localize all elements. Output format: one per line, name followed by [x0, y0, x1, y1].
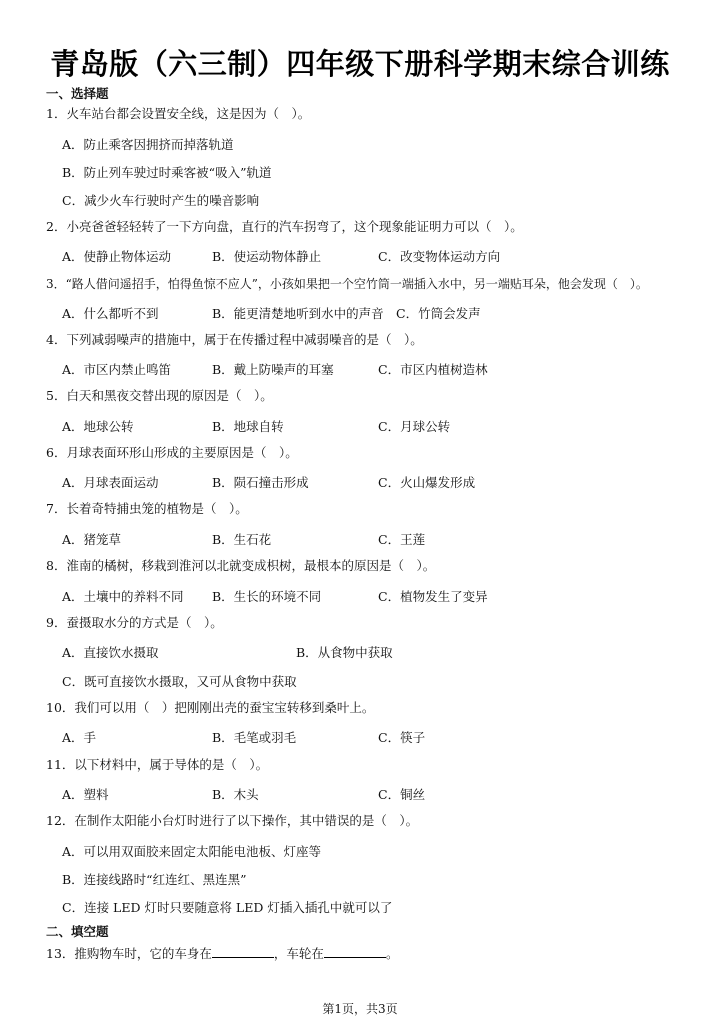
question-2-option-a: A．使静止物体运动 [62, 249, 172, 264]
page-title: 青岛版（六三制）四年级下册科学期末综合训练 [50, 47, 670, 81]
question-13-text-2: ，车轮在 [273, 946, 324, 961]
question-9-option-a: A．直接饮水摄取 [62, 645, 159, 660]
question-9-option-c: C．既可直接饮水摄取，又可从食物中获取 [62, 674, 297, 689]
question-7-stem: 7．长着奇特捕虫笼的植物是（ ）。 [46, 501, 248, 516]
page-footer: 第1页，共3页 [322, 1002, 398, 1016]
question-12-option-b: B．连接线路时“红连红、黑连黑” [62, 872, 247, 887]
question-13-text-1: 13．推购物车时，它的车身在 [46, 946, 212, 961]
question-3-stem: 3．“路人借问遥招手，怕得鱼惊不应人”，小孩如果把一个空竹筒一端插入水中，另一端贴耳朵，他会发现（ ）。 [46, 277, 648, 291]
section-heading-choice: 一、选择题 [46, 86, 109, 101]
question-11-stem: 11．以下材料中，属于导体的是（ ）。 [46, 757, 269, 772]
question-1-option-c: C．减少火车行驶时产生的噪音影响 [62, 193, 260, 208]
question-12-option-c: C．连接 LED 灯时只要随意将 LED 灯插入插孔中就可以了 [62, 900, 393, 915]
question-2-option-c: C．改变物体运动方向 [378, 249, 501, 264]
question-13-stem [46, 945, 398, 962]
question-6-stem: 6．月球表面环形山形成的主要原因是（ ）。 [46, 445, 298, 460]
question-3-option-b: B．能更清楚地听到水中的声音 [212, 306, 384, 321]
question-6-option-a: A．月球表面运动 [62, 475, 159, 490]
question-7-option-b: B．生石花 [212, 532, 272, 547]
question-12-option-a: A．可以用双面胶来固定太阳能电池板、灯座等 [62, 844, 322, 859]
question-3-option-c: C．竹筒会发声 [396, 306, 481, 321]
question-10-stem: 10．我们可以用（ ）把刚刚出壳的蚕宝宝转移到桑叶上。 [46, 700, 375, 715]
question-4-option-a: A．市区内禁止鸣笛 [62, 362, 172, 377]
question-7-option-c: C．王莲 [378, 532, 426, 547]
question-5-option-a: A．地球公转 [62, 419, 134, 434]
question-6-option-c: C．火山爆发形成 [378, 475, 476, 490]
question-8-option-c: C．植物发生了变异 [378, 589, 488, 604]
question-10-option-b: B．毛笔或羽毛 [212, 730, 297, 745]
question-5-option-c: C．月球公转 [378, 419, 451, 434]
question-1-option-b: B．防止列车驶过时乘客被“吸入”轨道 [62, 165, 272, 180]
question-8-option-b: B．生长的环境不同 [212, 589, 322, 604]
answer-blank-2[interactable] [324, 945, 386, 958]
question-6-option-b: B．陨石撞击形成 [212, 475, 309, 490]
question-2-option-b: B．使运动物体静止 [212, 249, 322, 264]
question-7-option-a: A．猪笼草 [62, 532, 122, 547]
question-2-stem: 2．小亮爸爸轻轻转了一下方向盘，直行的汽车拐弯了，这个现象能证明力可以（ ）。 [46, 219, 523, 234]
question-8-option-a: A．土壤中的养料不同 [62, 589, 184, 604]
question-5-option-b: B．地球自转 [212, 419, 284, 434]
question-10-option-a: A．手 [62, 730, 97, 745]
question-13-text-3: 。 [385, 946, 399, 961]
question-11-option-a: A．塑料 [62, 787, 109, 802]
answer-blank-1[interactable] [212, 945, 274, 958]
question-5-stem: 5．白天和黑夜交替出现的原因是（ ）。 [46, 388, 273, 403]
question-11-option-b: B．木头 [212, 787, 259, 802]
section-heading-fill: 二、填空题 [46, 924, 109, 939]
question-1-stem: 1．火车站台都会设置安全线，这是因为（ ）。 [46, 106, 311, 121]
question-9-stem: 9．蚕摄取水分的方式是（ ）。 [46, 615, 223, 630]
question-11-option-c: C．铜丝 [378, 787, 426, 802]
question-9-option-b: B．从食物中获取 [296, 645, 393, 660]
question-4-option-c: C．市区内植树造林 [378, 362, 488, 377]
question-12-stem: 12．在制作太阳能小台灯时进行了以下操作，其中错误的是（ ）。 [46, 813, 419, 828]
question-8-stem: 8．淮南的橘树，移栽到淮河以北就变成枳树，最根本的原因是（ ）。 [46, 558, 436, 573]
question-3-option-a: A．什么都听不到 [62, 306, 159, 321]
question-4-stem: 4．下列减弱噪声的措施中，属于在传播过程中减弱噪音的是（ ）。 [46, 332, 423, 347]
question-4-option-b: B．戴上防噪声的耳塞 [212, 362, 334, 377]
question-10-option-c: C．筷子 [378, 730, 426, 745]
question-1-option-a: A．防止乘客因拥挤而掉落轨道 [62, 137, 234, 152]
